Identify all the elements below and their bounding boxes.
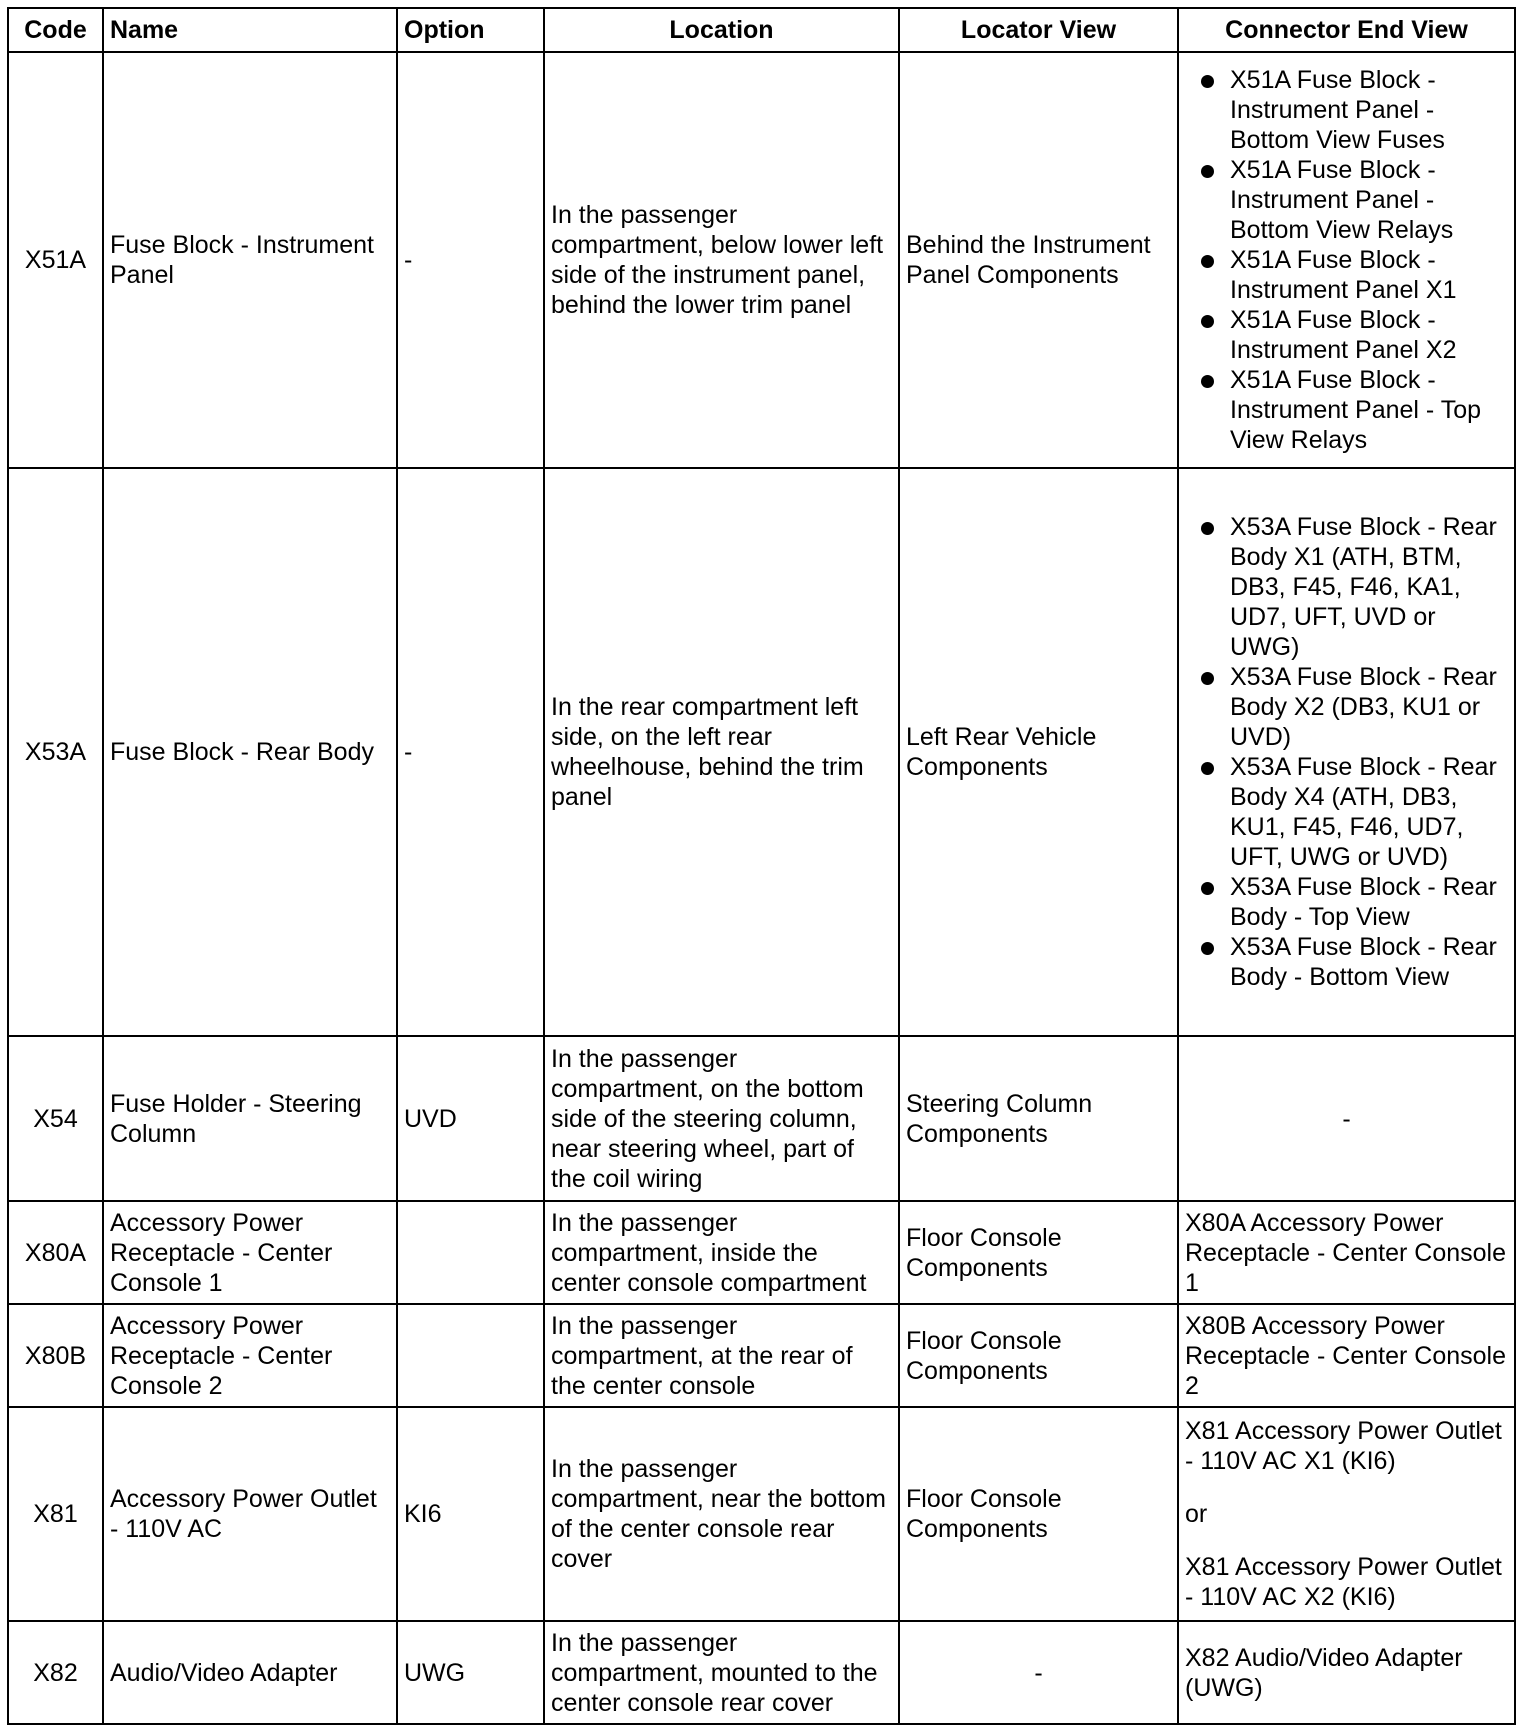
table-row [8, 1304, 1515, 1407]
cell-code: X51A [8, 52, 103, 468]
cell-connector-end-view: X82 Audio/Video Adapter (UWG) [1178, 1621, 1515, 1724]
cell-option: - [397, 52, 544, 468]
table-row [8, 1407, 1515, 1621]
cell-option [397, 1201, 544, 1304]
cell-locator-view: Floor Console Components [899, 1407, 1178, 1621]
list-item-label: X51A Fuse Block - Instrument Panel X2 [1230, 306, 1457, 364]
cell-name: Audio/Video Adapter [103, 1621, 397, 1724]
list-item [1185, 512, 1508, 662]
list-item-label: X51A Fuse Block - Instrument Panel - Bottom View Fuses [1230, 66, 1445, 154]
bullet-icon [1201, 882, 1214, 895]
cell-option: UWG [397, 1621, 544, 1724]
connector-option-1: X81 Accessory Power Outlet - 110V AC X1 (KI6) [1185, 1417, 1502, 1475]
list-item-label: X53A Fuse Block - Rear Body X4 (ATH, DB3, KU1, F45, F46, UD7, UFT, UWG or UVD) [1230, 753, 1497, 871]
cell-option: UVD [397, 1036, 544, 1201]
header-option: Option [397, 8, 544, 52]
bullet-icon [1201, 165, 1214, 178]
bullet-icon [1201, 762, 1214, 775]
cell-locator-view: - [899, 1621, 1178, 1724]
cell-connector-end-view [1178, 468, 1515, 1036]
cell-connector-end-view [1178, 1407, 1515, 1621]
cell-locator-view: Floor Console Components [899, 1304, 1178, 1407]
cell-name: Fuse Block - Rear Body [103, 468, 397, 1036]
cell-name: Accessory Power Outlet - 110V AC [103, 1407, 397, 1621]
cell-code: X54 [8, 1036, 103, 1201]
list-item [1185, 305, 1508, 365]
list-item-label: X53A Fuse Block - Rear Body X1 (ATH, BTM, DB3, F45, F46, KA1, UD7, UFT, UVD or UWG) [1230, 513, 1497, 661]
header-row [8, 8, 1515, 52]
bullet-icon [1201, 255, 1214, 268]
cell-location: In the passenger compartment, near the bottom of the center console rear cover [544, 1407, 899, 1621]
cell-name: Fuse Block - Instrument Panel [103, 52, 397, 468]
cell-code: X82 [8, 1621, 103, 1724]
cell-location: In the passenger compartment, on the bottom side of the steering column, near steering wheel, part of the coil wiring [544, 1036, 899, 1201]
bullet-icon [1201, 375, 1214, 388]
cell-name: Fuse Holder - Steering Column [103, 1036, 397, 1201]
connector-table [7, 7, 1516, 1725]
cell-locator-view: Behind the Instrument Panel Components [899, 52, 1178, 468]
cell-locator-view: Floor Console Components [899, 1201, 1178, 1304]
cell-connector-end-view: X80A Accessory Power Receptacle - Center Console 1 [1178, 1201, 1515, 1304]
connector-or-label: or [1185, 1500, 1208, 1528]
cell-option: KI6 [397, 1407, 544, 1621]
list-item [1185, 245, 1508, 305]
header-name: Name [103, 8, 397, 52]
table-row [8, 1201, 1515, 1304]
cell-connector-end-view: X80B Accessory Power Receptacle - Center Console 2 [1178, 1304, 1515, 1407]
bullet-icon [1201, 672, 1214, 685]
header-code: Code [8, 8, 103, 52]
list-item-label: X53A Fuse Block - Rear Body - Bottom View [1230, 933, 1497, 991]
list-item-label: X53A Fuse Block - Rear Body X2 (DB3, KU1 or UVD) [1230, 663, 1497, 751]
list-item [1185, 155, 1508, 245]
table-row [8, 468, 1515, 1036]
header-locator-view: Locator View [899, 8, 1178, 52]
table-row [8, 52, 1515, 468]
cell-code: X53A [8, 468, 103, 1036]
table-row [8, 1621, 1515, 1724]
cell-option [397, 1304, 544, 1407]
bullet-icon [1201, 315, 1214, 328]
list-item [1185, 932, 1508, 992]
list-item [1185, 752, 1508, 872]
bullet-icon [1201, 942, 1214, 955]
list-item-label: X53A Fuse Block - Rear Body - Top View [1230, 873, 1497, 931]
connector-list [1185, 65, 1508, 455]
cell-option: - [397, 468, 544, 1036]
connector-option-2: X81 Accessory Power Outlet - 110V AC X2 (KI6) [1185, 1553, 1502, 1611]
cell-locator-view: Steering Column Components [899, 1036, 1178, 1201]
cell-name: Accessory Power Receptacle - Center Console 1 [103, 1201, 397, 1304]
cell-location: In the passenger compartment, at the rear of the center console [544, 1304, 899, 1407]
table-row [8, 1036, 1515, 1201]
list-item-label: X51A Fuse Block - Instrument Panel - Bottom View Relays [1230, 156, 1454, 244]
bullet-icon [1201, 522, 1214, 535]
cell-code: X80B [8, 1304, 103, 1407]
cell-location: In the passenger compartment, below lower left side of the instrument panel, behind the lower trim panel [544, 52, 899, 468]
cell-connector-end-view: - [1178, 1036, 1515, 1201]
cell-connector-end-view [1178, 52, 1515, 468]
list-item [1185, 365, 1508, 455]
cell-locator-view: Left Rear Vehicle Components [899, 468, 1178, 1036]
cell-location: In the rear compartment left side, on the left rear wheelhouse, behind the trim panel [544, 468, 899, 1036]
cell-name: Accessory Power Receptacle - Center Console 2 [103, 1304, 397, 1407]
cell-code: X81 [8, 1407, 103, 1621]
list-item [1185, 662, 1508, 752]
cell-location: In the passenger compartment, mounted to the center console rear cover [544, 1621, 899, 1724]
list-item-label: X51A Fuse Block - Instrument Panel - Top View Relays [1230, 366, 1482, 454]
list-item [1185, 872, 1508, 932]
bullet-icon [1201, 75, 1214, 88]
connector-table-page [7, 7, 1514, 1725]
connector-list [1185, 512, 1508, 992]
cell-location: In the passenger compartment, inside the center console compartment [544, 1201, 899, 1304]
header-location: Location [544, 8, 899, 52]
list-item-label: X51A Fuse Block - Instrument Panel X1 [1230, 246, 1457, 304]
list-item [1185, 65, 1508, 155]
cell-code: X80A [8, 1201, 103, 1304]
header-connector-end-view: Connector End View [1178, 8, 1515, 52]
